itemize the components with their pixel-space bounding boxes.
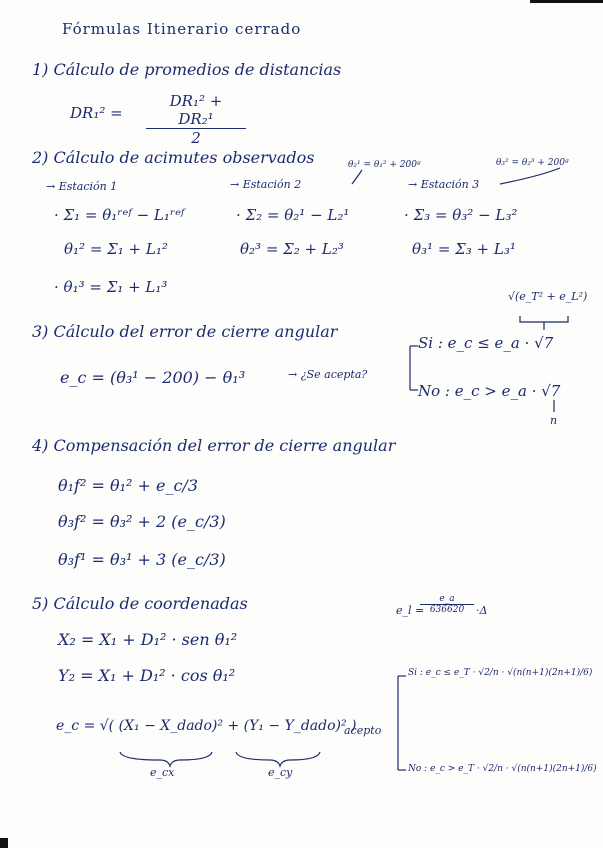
s2-note-right: θ₃² = θ₂³ + 200ᵍ [496, 158, 569, 168]
s5-el-numerator: e_a [420, 594, 474, 605]
s3-sqrt-note: √(e_T² + e_L²) [508, 290, 588, 303]
s5-el-denominator: 636620 [429, 605, 465, 615]
s2-col1-line1: · Σ₁ = θ₁ʳᵉᶠ − L₁ʳᵉᶠ [54, 206, 185, 224]
s5-ec-tail: acepto [344, 724, 382, 737]
s4-formula-3: θ₃f¹ = θ₃¹ + 3 (e_c/3) [58, 550, 226, 569]
station-3-label: → Estación 3 [408, 178, 480, 191]
s2-col2-line2: θ₂³ = Σ₂ + L₂³ [240, 240, 344, 258]
s5-brace-x [120, 752, 212, 766]
station-2-label: → Estación 2 [230, 178, 302, 191]
s2-note-mid: θ₂¹ = θ₁² + 200ᵍ [348, 160, 421, 170]
s1-lhs: DR₁² = [70, 104, 123, 122]
s5-ecy: e_cy [268, 766, 293, 779]
s5-brace-y [236, 752, 320, 766]
page-title: Fórmulas Itinerario cerrado [62, 20, 302, 38]
s3-yes: Si : e_c ≤ e_a · √7 [418, 334, 554, 352]
s2-col1-line2: θ₁² = Σ₁ + L₁² [64, 240, 168, 258]
s2-col3-line1: · Σ₃ = θ₃² − L₃² [404, 206, 518, 224]
section-2-heading: 2) Cálculo de acimutes observados [32, 148, 315, 167]
s2-col3-line2: θ₃¹ = Σ₃ + L₃¹ [412, 240, 516, 258]
s3-formula: e_c = (θ₃¹ − 200) − θ₁³ [60, 368, 246, 387]
s5-x2: X₂ = X₁ + D₁² · sen θ₁² [58, 630, 238, 649]
section-3-heading: 3) Cálculo del error de cierre angular [32, 322, 338, 341]
station-1-label: → Estación 1 [46, 180, 118, 193]
s5-y2: Y₂ = X₁ + D₁² · cos θ₁² [58, 666, 236, 685]
s3-no: No : e_c > e_a · √7 [418, 382, 561, 400]
arrow-to-note-mid [352, 170, 362, 184]
s5-no: No : e_c > e_T · √2/n · √(n(n+1)(2n+1)/6) [408, 764, 597, 774]
s4-formula-1: θ₁f² = θ₁² + e_c/3 [58, 476, 198, 495]
s2-col1-line3: · θ₁³ = Σ₁ + L₁³ [54, 278, 168, 296]
section-1-heading: 1) Cálculo de promedios de distancias [32, 60, 342, 79]
s5-el-tail: ·Δ [476, 604, 488, 617]
s5-ecx: e_cx [150, 766, 175, 779]
s3-question: → ¿Se acepta? [288, 368, 368, 381]
s3-bracket [520, 316, 568, 322]
s5-yes: Si : e_c ≤ e_T · √2/n · √(n(n+1)(2n+1)/6) [408, 668, 593, 678]
s5-ec: e_c = √( (X₁ − X_dado)² + (Y₁ − Y_dado)² ) [56, 718, 357, 734]
section-5-heading: 5) Cálculo de coordenadas [32, 594, 248, 613]
s1-numerator: DR₁² + DR₂¹ [146, 92, 246, 129]
arrow-to-note-right [500, 168, 560, 184]
section-4-heading: 4) Compensación del error de cierre angular [32, 436, 396, 455]
s4-formula-2: θ₃f² = θ₃² + 2 (e_c/3) [58, 512, 226, 531]
s1-denominator: 2 [191, 129, 201, 147]
s2-col2-line1: · Σ₂ = θ₂¹ − L₂¹ [236, 206, 350, 224]
s5-el-lhs: e_l = [396, 604, 425, 617]
s3-n: n [550, 414, 558, 427]
